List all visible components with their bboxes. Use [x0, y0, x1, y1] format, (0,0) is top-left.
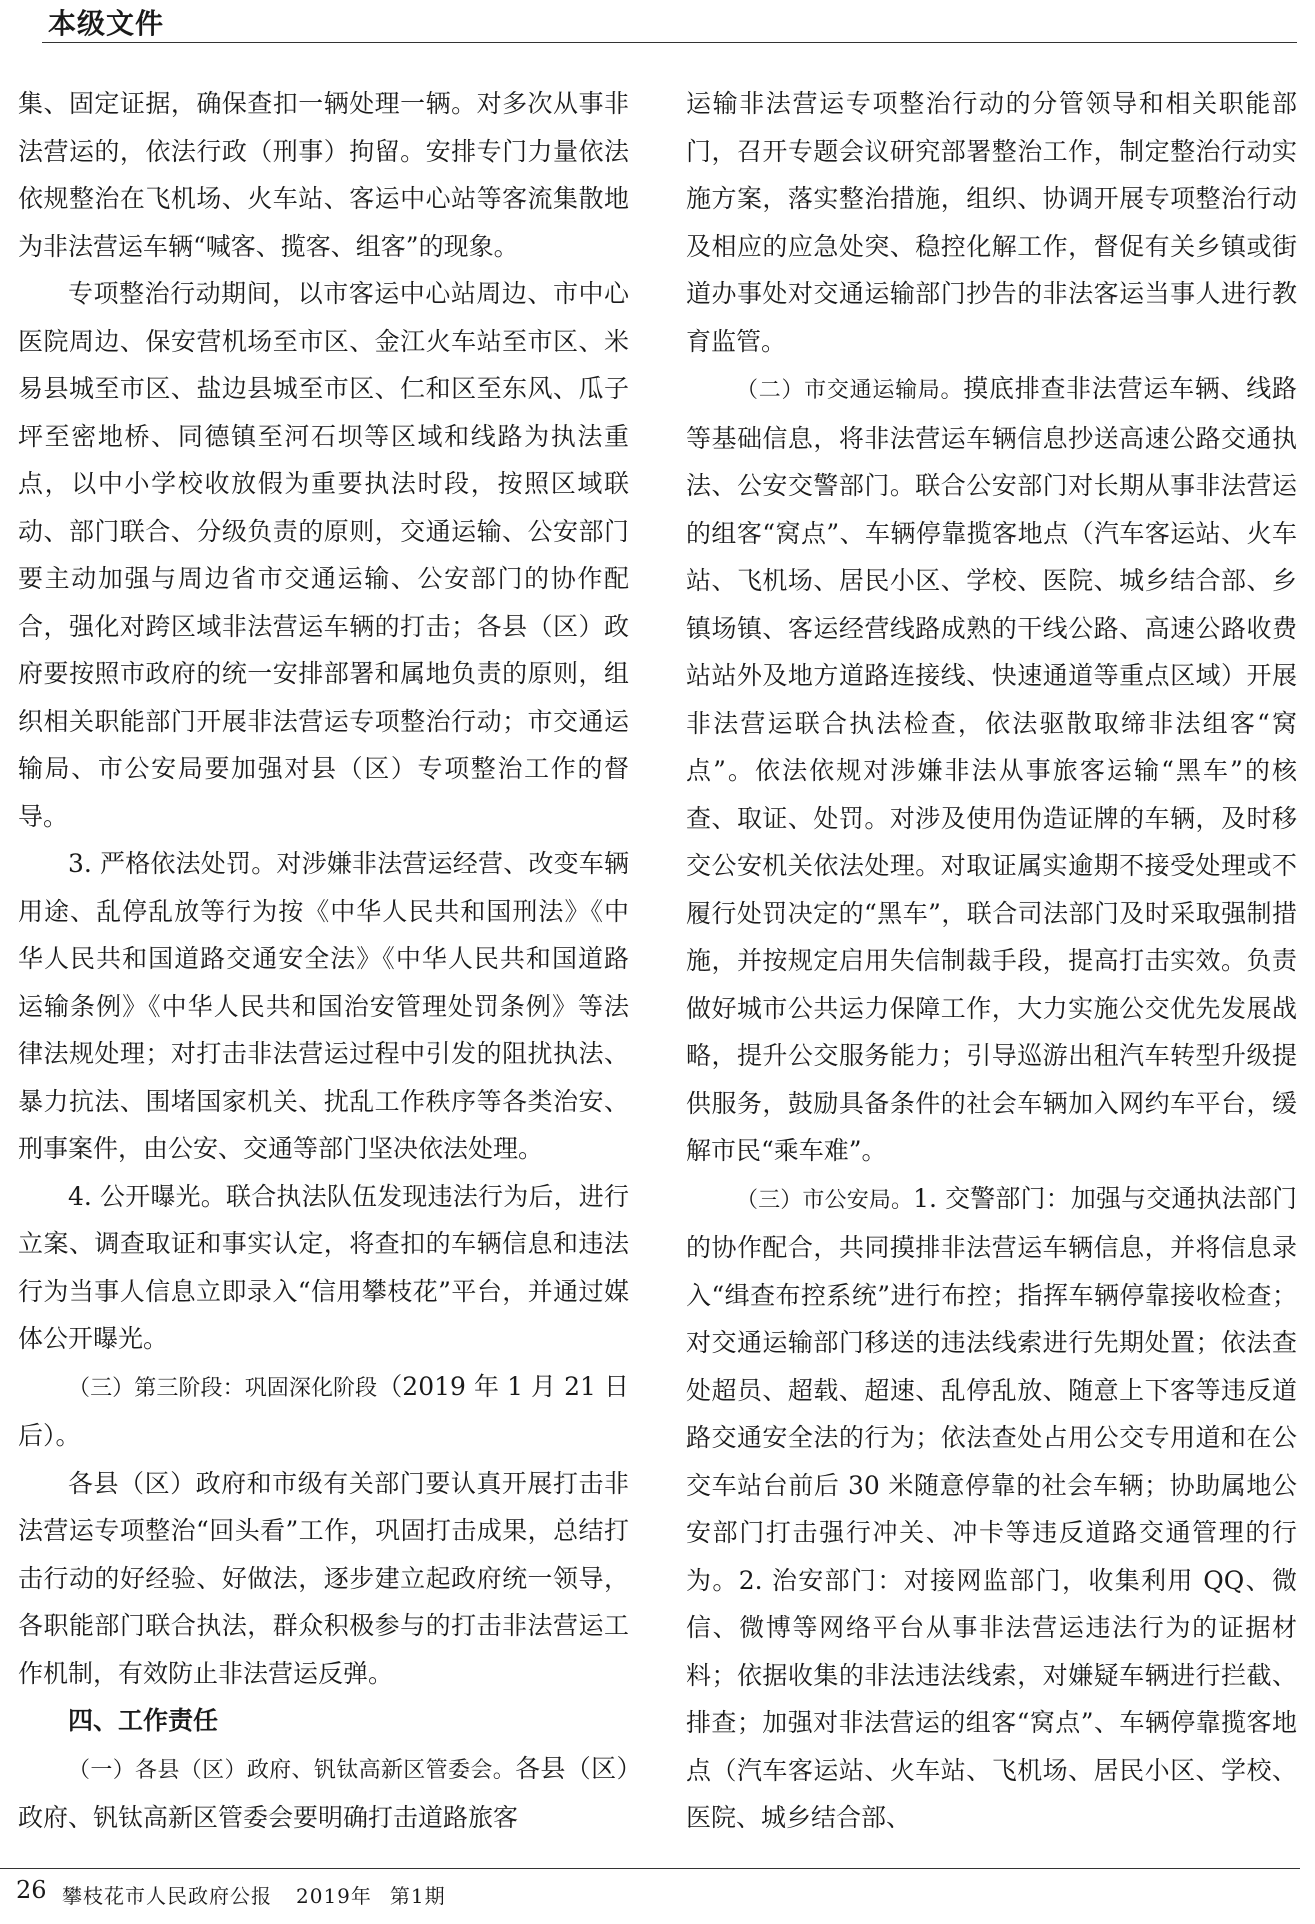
page-footer — [0, 1868, 1315, 1924]
page-header — [0, 0, 1315, 44]
subsection-label: （三）市公安局。 — [736, 1187, 914, 1213]
paragraph — [18, 1363, 629, 1460]
section-heading: 四、工作责任 — [68, 1706, 219, 1735]
paragraph: 专项整治行动期间，以市客运中心站周边、市中心医院周边、保安营机场至市区、金江火车站至市区、米易县城至市区、盐边县城至市区、仁和区至东风、瓜子坪至密地桥、同德镇至河石坝等区域和线路为执法重点，以中小学校收放假为重要执法时段，按照区域联动、部门联合、分级负责的原则，交通运输、公安部门要主动加强与周边省市交通运输、公安部门的协作配合，强化对跨区域非法营运车辆的打击；各县（区）政府要按照市政府的统一安排部署和属地负责的原则，组织相关职能部门开展非法营运专项整治行动；市交通运输局、市公安局要加强对县（区）专项整治工作的督导。 — [18, 279, 629, 831]
paragraph-text: （2019 年 1 月 21 日后）。 — [18, 1371, 629, 1450]
journal-info — [62, 1880, 446, 1909]
subsection-label: （一）各县（区）政府、钒钛高新区管委会。 — [68, 1757, 516, 1783]
paragraph-text: 各县（区）政府、钒钛高新区管委会要明确打击道路旅客 — [18, 1753, 629, 1832]
journal-year: 2019年 — [296, 1884, 372, 1908]
paragraph: 各县（区）政府和市级有关部门要认真开展打击非法营运专项整治“回头看”工作，巩固打击成果，总结打击行动的好经验、好做法，逐步建立起政府统一领导，各职能部门联合执法，群众积极参与的打击非法营运工作机制，有效防止非法营运反弹。 — [18, 1468, 629, 1688]
paragraph-text: 摸底排查非法营运车辆、线路等基础信息，将非法营运车辆信息抄送高速公路交通执法、公安交警部门。联合公安部门对长期从事非法营运的组客“窝点”、车辆停靠揽客地点（汽车客运站、火车站、飞机场、居民小区、学校、医院、城乡结合部、乡镇场镇、客运经营线路成熟的干线公路、高速公路收费站站外及地方道路连接线、快速通道等重点区域）开展非法营运联合执法检查，依法驱散取缔非法组客“窝点”。依法依规对涉嫌非法从事旅客运输“黑车”的核查、取证、处罚。对涉及使用伪造证牌的车辆，及时移交公安机关依法处理。对取证属实逾期不接受处理或不履行处罚决定的“黑车”，联合司法部门及时采取强制措施，并按规定启用失信制裁手段，提高打击实效。负责做好城市公共运力保障工作，大力实施公交优先发展战略，提升公交服务能力；引导巡游出租汽车转型升级提供服务，鼓励具备条件的社会车辆加入网约车平台，缓解市民“乘车难”。 — [686, 374, 1297, 1165]
left-column — [18, 80, 629, 1842]
paragraph-text: 1. 交警部门：加强与交通执法部门的协作配合，共同摸排非法营运车辆信息，并将信息录入“缉查布控系统”进行布控；指挥车辆停靠接收检查；对交通运输部门移送的违法线索进行先期处置；依法查处超员、超载、超速、乱停乱放、随意上下客等违反道路交通安全法的行为；依法查处占用公交专用道和在公交车站台前后 30 米随意停靠的社会车辆；协助属地公安部门打击强行冲关、冲卡等违反道路交通管理的行为。2. 治安部门：对接网监部门，收集利用 QQ、微信、微博等网络平台从事非法营运违法行为的证据材料；依据收集的非法违法线索，对嫌疑车辆进行拦截、排查；加强对非法营运的组客“窝点”、车辆停靠揽客地点（汽车客运站、火车站、飞机场、居民小区、学校、医院、城乡结合部、 — [686, 1183, 1297, 1832]
paragraph: 集、固定证据，确保查扣一辆处理一辆。对多次从事非法营运的，依法行政（刑事）拘留。安排专门力量依法依规整治在飞机场、火车站、客运中心站等客流集散地为非法营运车辆“喊客、揽客、组客”的现象。 — [18, 89, 629, 261]
paragraph: 运输非法营运专项整治行动的分管领导和相关职能部门，召开专题会议研究部署整治工作，制定整治行动实施方案，落实整治措施，组织、协调开展专项整治行动及相应的应急处突、稳控化解工作，督促有关乡镇或街道办事处对交通运输部门抄告的非法客运当事人进行教育监管。 — [686, 89, 1297, 356]
journal-name: 攀枝花市人民政府公报 — [62, 1884, 272, 1908]
page-number: 26 — [16, 1876, 47, 1904]
right-column — [686, 80, 1297, 1842]
paragraph: 4. 公开曝光。联合执法队伍发现违法行为后，进行立案、调查取证和事实认定，将查扣的车辆信息和违法行为当事人信息立即录入“信用攀枝花”平台，并通过媒体公开曝光。 — [18, 1181, 629, 1353]
header-divider — [42, 42, 1297, 43]
paragraph — [686, 1175, 1297, 1842]
subsection-label: （二）市交通运输局。 — [736, 378, 964, 403]
paragraph — [686, 365, 1297, 1175]
footer-divider — [0, 1868, 1300, 1869]
section-title: 本级文件 — [48, 7, 165, 40]
subsection-label: （三）第三阶段：巩固深化阶段 — [68, 1375, 378, 1401]
journal-issue: 第1期 — [389, 1884, 446, 1908]
paragraph — [18, 1745, 629, 1842]
paragraph: 3. 严格依法处罚。对涉嫌非法营运经营、改变车辆用途、乱停乱放等行为按《中华人民共和国刑法》《中华人民共和国道路交通安全法》《中华人民共和国道路运输条例》《中华人民共和国治安管理处罚条例》等法律法规处理；对打击非法营运过程中引发的阻扰执法、暴力抗法、围堵国家机关、扰乱工作秩序等各类治安、刑事案件，由公安、交通等部门坚决依法处理。 — [18, 849, 629, 1163]
